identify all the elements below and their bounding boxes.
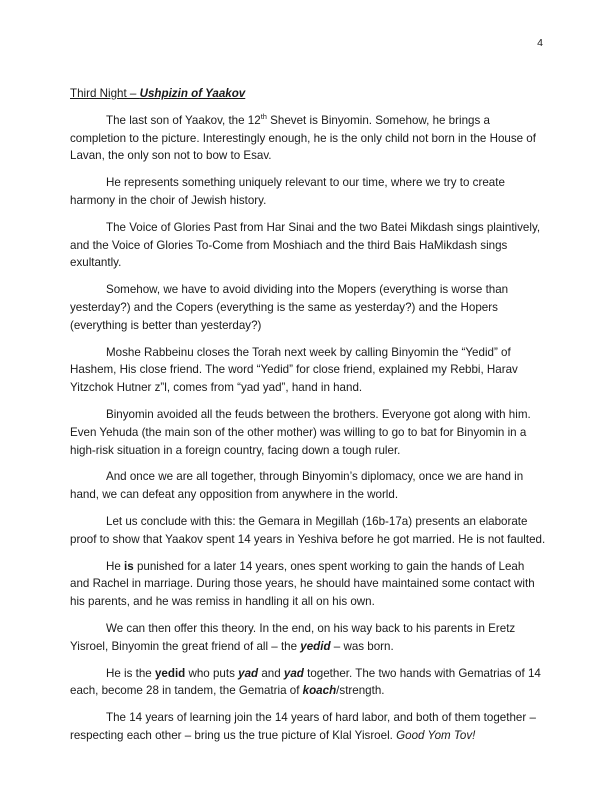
- closing-greeting: Good Yom Tov!: [396, 728, 476, 742]
- paragraph-8: Let us conclude with this: the Gemara in Megillah (16b-17a) presents an elaborate proof to show that Yaakov spent 14 years in Yeshiva before he got married. He is not faulted.: [70, 514, 546, 546]
- heading-title: Ushpizin of Yaakov: [139, 87, 246, 100]
- paragraph-10-text-a: We can then offer this theory. In the end, on his way back to his parents in Eretz Yisroel, Binyomin the great friend of all – the: [70, 621, 516, 653]
- heading-prefix: Third Night –: [70, 87, 140, 100]
- emphasis-yedid: yedid: [300, 639, 331, 653]
- emphasis-yad-2: yad: [283, 666, 304, 680]
- document-body: [70, 85, 546, 754]
- emphasis-yad-1: yad: [238, 666, 259, 680]
- paragraph-7: And once we are all together, through Binyomin’s diplomacy, once we are hand in hand, we can defeat any opposition from anywhere in the world.: [70, 470, 524, 502]
- paragraph-3: The Voice of Glories Past from Har Sinai and the two Batei Mikdash sings plaintively, and the Voice of Glories To-Come from Moshiach and the third Bais HaMikdash sings exultantly.: [70, 220, 541, 270]
- emphasis-koach: koach: [302, 684, 337, 698]
- emphasis-yedid-bold: yedid: [154, 666, 186, 680]
- emphasis-is: is: [124, 559, 134, 573]
- section-heading: [70, 85, 546, 103]
- paragraph-1-text-a: The last son of Yaakov, the 12: [106, 113, 261, 127]
- page-number: 4: [537, 37, 543, 49]
- paragraph-11-text-d: together. The two hands with Gematrias of 14 each, become 28 in tandem, the Gematria of: [70, 666, 541, 698]
- paragraph-11-text-c: and: [258, 666, 284, 680]
- paragraph-5: Moshe Rabbeinu closes the Torah next week by calling Binyomin the “Yedid” of Hashem, His close friend. The word “Yedid” for close friend, explained my Rebbi, Harav Yitzchok Hutner z”l, comes from “yad yad”, hand in hand.: [70, 345, 518, 395]
- paragraph-11: [70, 665, 546, 701]
- paragraph-1: [70, 112, 546, 165]
- paragraph-12: [70, 709, 546, 745]
- paragraph-10-text-b: – was born.: [330, 639, 394, 653]
- paragraph-2: He represents something uniquely relevant to our time, where we try to create harmony in the choir of Jewish history.: [70, 176, 505, 207]
- paragraph-1-text-b: Shevet is Binyomin. Somehow, he brings a completion to the picture. Interestingly enough, he is the only child not born in the House of Lavan, the only son not to bow to Esav.: [70, 113, 536, 163]
- paragraph-12-text-a: The 14 years of learning join the 14 years of hard labor, and both of them together – respecting each other – bring us the true picture of Klal Yisroel.: [70, 711, 536, 742]
- ordinal-suffix: th: [260, 111, 267, 121]
- paragraph-4: Somehow, we have to avoid dividing into the Mopers (everything is worse than yesterday?) and the Copers (everything is the same as yesterday?) and the Hopers (everything is better than yesterday?): [70, 283, 509, 332]
- paragraph-9-text-a: He: [106, 559, 125, 573]
- paragraph-10: [70, 620, 546, 656]
- paragraph-9-text-b: punished for a later 14 years, ones spent working to gain the hands of Leah and Rachel in marriage. During those years, he should have maintained some contact with his parents, and he was remiss in handling it all on his own.: [70, 559, 535, 609]
- paragraph-11-text-b: who puts: [185, 666, 239, 680]
- paragraph-11-text-e: /strength.: [336, 684, 385, 698]
- paragraph-11-text-a: He is the: [106, 666, 155, 680]
- paragraph-6: Binyomin avoided all the feuds between the brothers. Everyone got along with him. Even Yehuda (the main son of the other mother) was willing to go to bat for Binyomin in a high-risk situation in a foreign country, facing down a tough ruler.: [70, 407, 531, 457]
- paragraph-9: [70, 558, 546, 611]
